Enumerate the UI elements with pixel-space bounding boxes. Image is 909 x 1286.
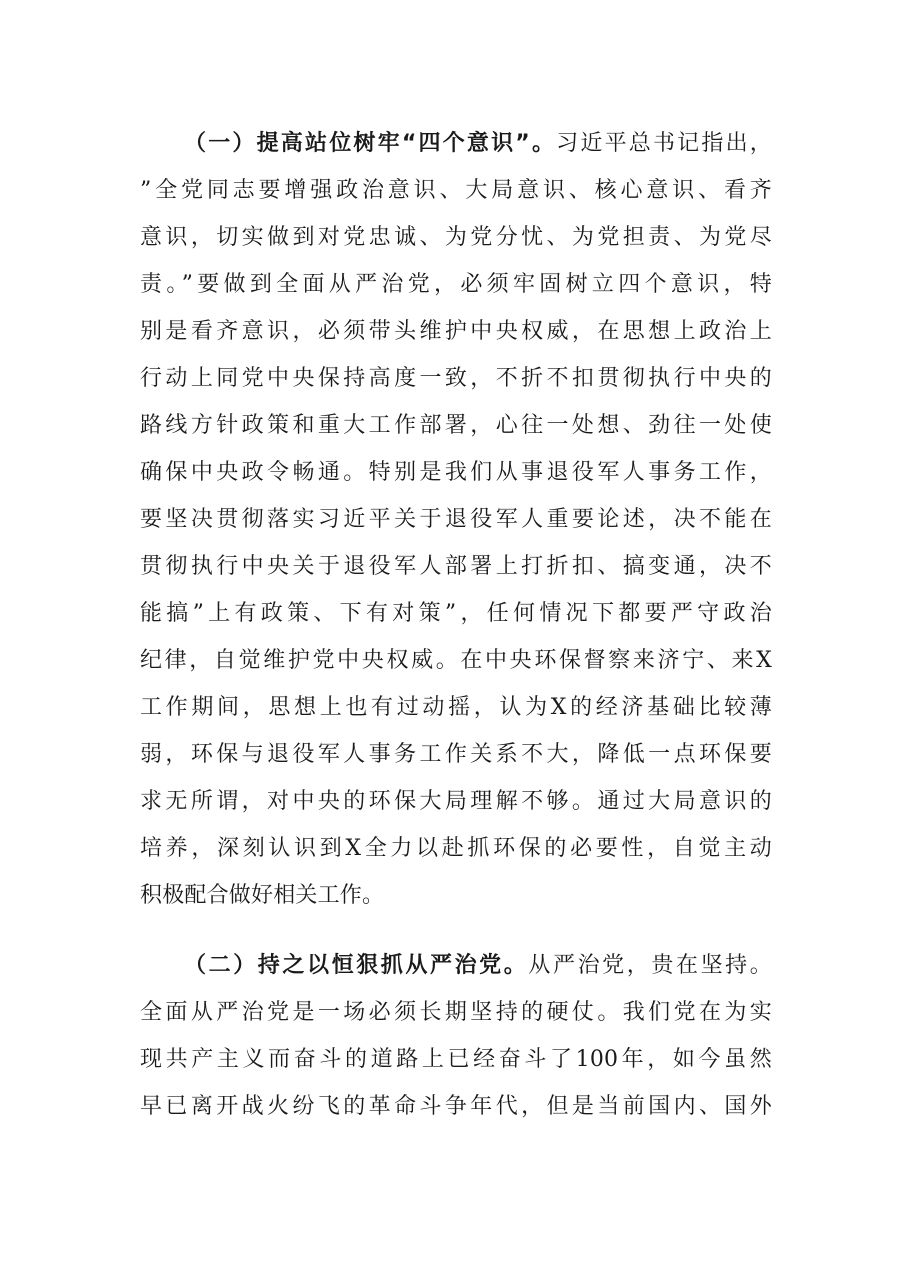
paragraph-1-line: 工作期间，思想上也有过动摇，认为X的经济基础比较薄 (140, 695, 772, 720)
paragraph-text: 从严治党，贵在坚持。 (528, 953, 772, 978)
section-heading-1: （一）提高站位树牢“四个意识”。 (184, 131, 557, 156)
paragraph-1-line: ”全党同志要增强政治意识、大局意识、核心意识、看齐 (140, 178, 772, 203)
paragraph-1-line (140, 120, 772, 167)
paragraph-1-line: 路线方针政策和重大工作部署，心往一处想、劲往一处使 (140, 413, 772, 438)
paragraph-2-line: 现共产主义而奋斗的道路上已经奋斗了100年，如今虽然 (140, 1047, 772, 1072)
paragraph-1-line: 确保中央政令畅通。特别是我们从事退役军人事务工作， (140, 460, 772, 485)
paragraph-1-line: 能搞”上有政策、下有对策”，任何情况下都要严守政治 (140, 601, 772, 626)
paragraph-2-line: 全面从严治党是一场必须长期坚持的硬仗。我们党在为实 (140, 1000, 772, 1025)
paragraph-1-line: 贯彻执行中央关于退役军人部署上打折扣、搞变通，决不 (140, 554, 772, 579)
paragraph-1-line: 培养，深刻认识到X全力以赴抓环保的必要性，自觉主动 (140, 836, 772, 861)
paragraph-1-line: 行动上同党中央保持高度一致，不折不扣贯彻执行中央的 (140, 366, 772, 391)
paragraph-2 (140, 942, 772, 1130)
paragraph-1-line: 别是看齐意识，必须带头维护中央权威，在思想上政治上 (140, 319, 772, 344)
paragraph-1-line: 意识，切实做到对党忠诚、为党分忧、为党担责、为党尽 (140, 225, 772, 250)
section-heading-2: （二）持之以恒狠抓从严治党。 (184, 953, 529, 978)
paragraph-text: 习近平总书记指出， (556, 131, 772, 156)
paragraph-1-line: 纪律，自觉维护党中央权威。在中央环保督察来济宁、来X (140, 648, 772, 673)
paragraph-1 (140, 120, 772, 919)
paragraph-1-line: 责。”要做到全面从严治党，必须牢固树立四个意识，特 (140, 272, 772, 297)
paragraph-1-line: 积极配合做好相关工作。 (140, 883, 385, 908)
paragraph-2-line: 早已离开战火纷飞的革命斗争年代，但是当前国内、国外 (140, 1094, 772, 1119)
paragraph-1-line: 弱，环保与退役军人事务工作关系不大，降低一点环保要 (140, 742, 772, 767)
paragraph-1-line: 要坚决贯彻落实习近平关于退役军人重要论述，决不能在 (140, 507, 772, 532)
paragraph-1-line: 求无所谓，对中央的环保大局理解不够。通过大局意识的 (140, 789, 772, 814)
paragraph-2-line (140, 942, 772, 989)
